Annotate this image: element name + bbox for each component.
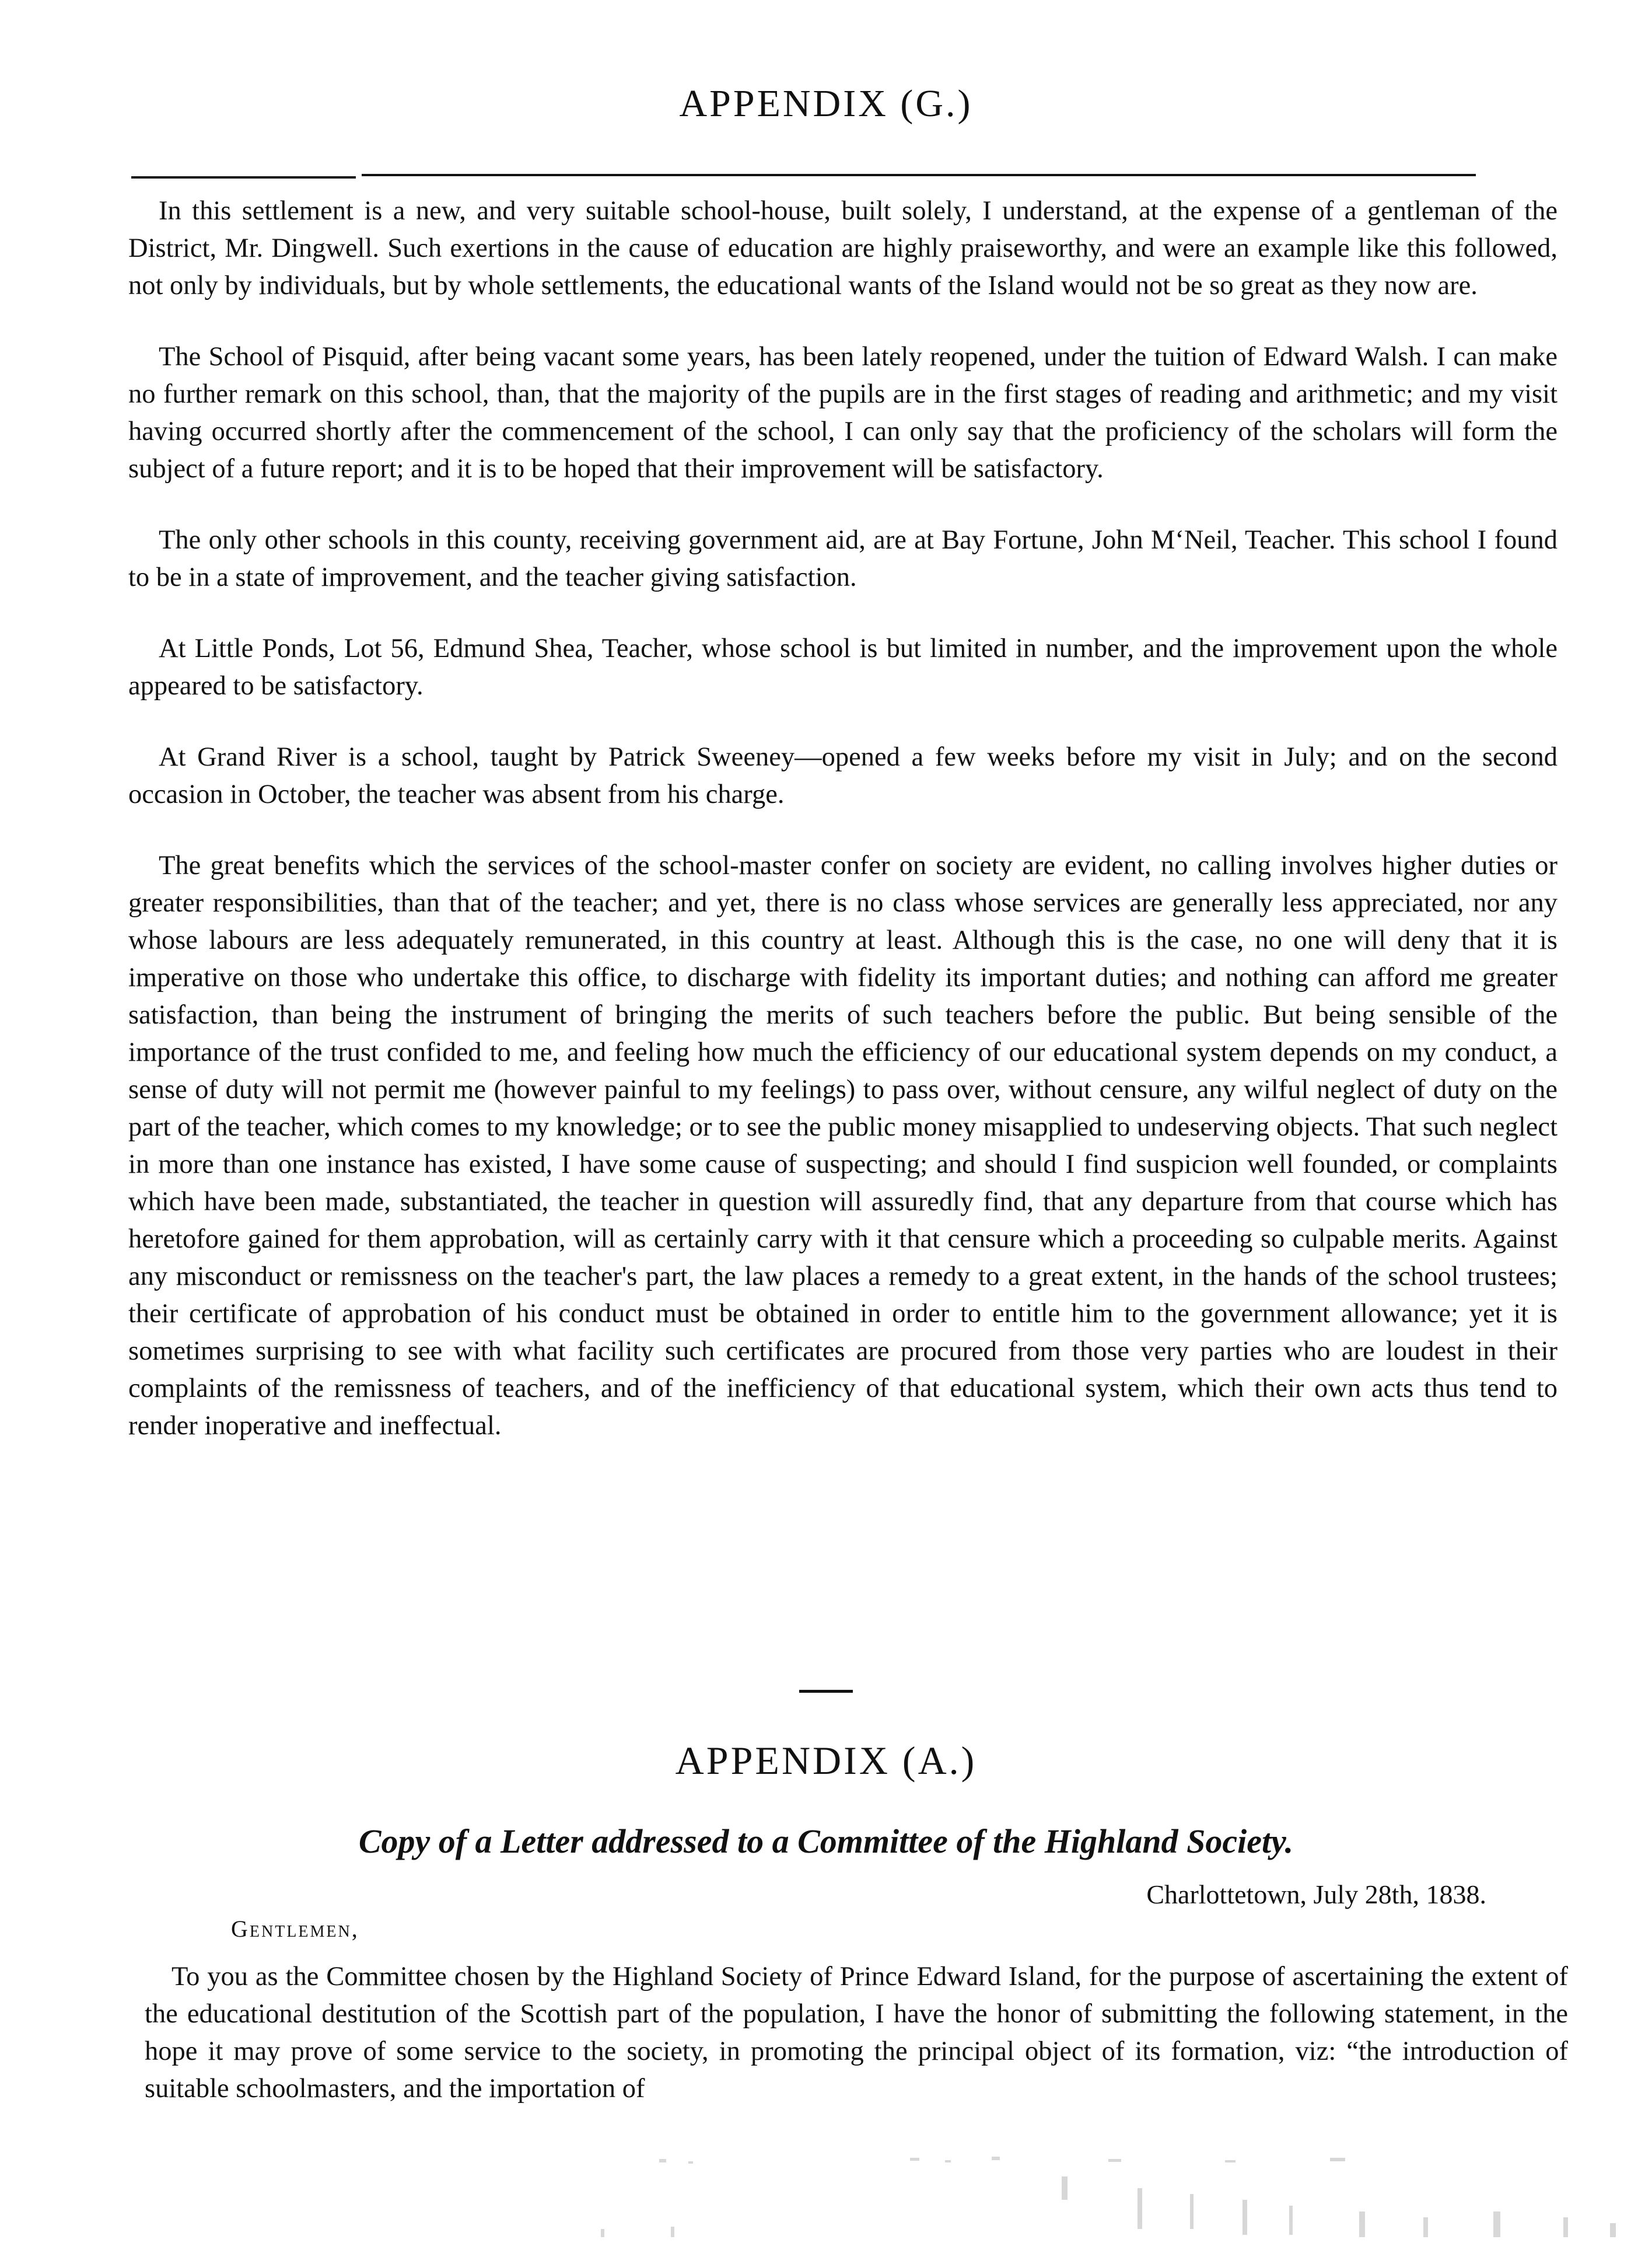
letter-salutation: Gentlemen,	[231, 1916, 359, 1942]
paragraph-grand-river: At Grand River is a school, taught by Patrick Sweeney—opened a few weeks before my visit in July; and on the second occasion in October, the teacher was absent from his charge.	[128, 742, 1558, 809]
section-divider	[799, 1690, 853, 1693]
appendix-a-heading: APPENDIX (A.)	[675, 1738, 977, 1783]
paragraph-dingwell: In this settlement is a new, and very suitable school-house, built solely, I understand, at the expense of a gentleman of the District, Mr. Dingwell. Such exertions in the cause of education are highly praiseworthy, and were an example like this followed, not only by individuals, but by whole settlements, the educational wants of the Island would not be so great as they now are.	[128, 196, 1558, 301]
letter-paragraph: To you as the Committee chosen by the Highland Society of Prince Edward Island, for the purpose of ascertaining the extent of the educational destitution of the Scottish part of the population, I have the honor of submitting the following statement, in the hope it may prove of some service to the society, in promoting the principal object of its formation, viz: “the introduction of suitable schoolmasters, and the importation of	[145, 1962, 1568, 2104]
heading-rule-left	[131, 176, 356, 179]
appendix-a-body	[145, 1958, 1568, 2108]
letter-dateline: Charlottetown, July 28th, 1838.	[1146, 1879, 1486, 1909]
appendix-g-body	[128, 193, 1558, 1479]
paragraph-bay-fortune: The only other schools in this county, receiving government aid, are at Bay Fortune, John M‘Neil, Teacher. This school I found to be in a state of improvement, and the teacher giving satisfaction.	[128, 525, 1558, 592]
paragraph-little-ponds: At Little Ponds, Lot 56, Edmund Shea, Teacher, whose school is but limited in number, and the improvement upon the whole appeared to be satisfactory.	[128, 634, 1558, 701]
heading-rule-right	[362, 174, 1476, 176]
paragraph-pisquid: The School of Pisquid, after being vacant some years, has been lately reopened, under the tuition of Edward Walsh. I can make no further remark on this school, than, that the majority of the pupils are in the first stages of reading and arithmetic; and my visit having occurred shortly after the commencement of the school, I can only say that the proficiency of the scholars will form the subject of a future report; and it is to be hoped that their improvement will be satisfactory.	[128, 342, 1558, 484]
letter-title: Copy of a Letter addressed to a Committee of the Highland Society.	[358, 1822, 1294, 1860]
bleed-through-noise	[0, 2153, 1652, 2243]
appendix-g-heading: APPENDIX (G.)	[679, 82, 973, 125]
paragraph-schoolmaster-benefits: The great benefits which the services of the school-master confer on society are evident, no calling involves higher duties or greater responsibilities, than that of the teacher; and yet, there is no class whose services are generally less appreciated, nor any whose labours are less adequately remunerated, in this country at least. Although this is the case, no one will deny that it is imperative on those who undertake this office, to discharge with fidelity its important duties; and nothing can afford me greater satisfaction, than being the instrument of bringing the merits of such teachers before the public. But being sensible of the importance of the trust confided to me, and feeling how much the efficiency of our educational system depends on my conduct, a sense of duty will not permit me (however painful to my feelings) to pass over, without censure, any wilful neglect of duty on the part of the teacher, which comes to my knowledge; or to see the public money misapplied to undeserving objects. That such neglect in more than one instance has existed, I have some cause of suspecting; and should I find suspicion well founded, or complaints which have been made, substantiated, the teacher in question will assuredly find, that any departure from that course which has heretofore gained for them approbation, will as certainly carry with it that censure which a proceeding so culpable merits. Against any misconduct or remissness on the teacher's part, the law places a remedy to a great extent, in the hands of the school trustees; their certificate of approbation of his conduct must be obtained in order to entitle him to the government allowance; yet it is sometimes surprising to see with what facility such certificates are procured from those very parties who are loudest in their complaints of the remissness of teachers, and of the inefficiency of that educational system, which their own acts thus tend to render inoperative and ineffectual.	[128, 851, 1558, 1441]
